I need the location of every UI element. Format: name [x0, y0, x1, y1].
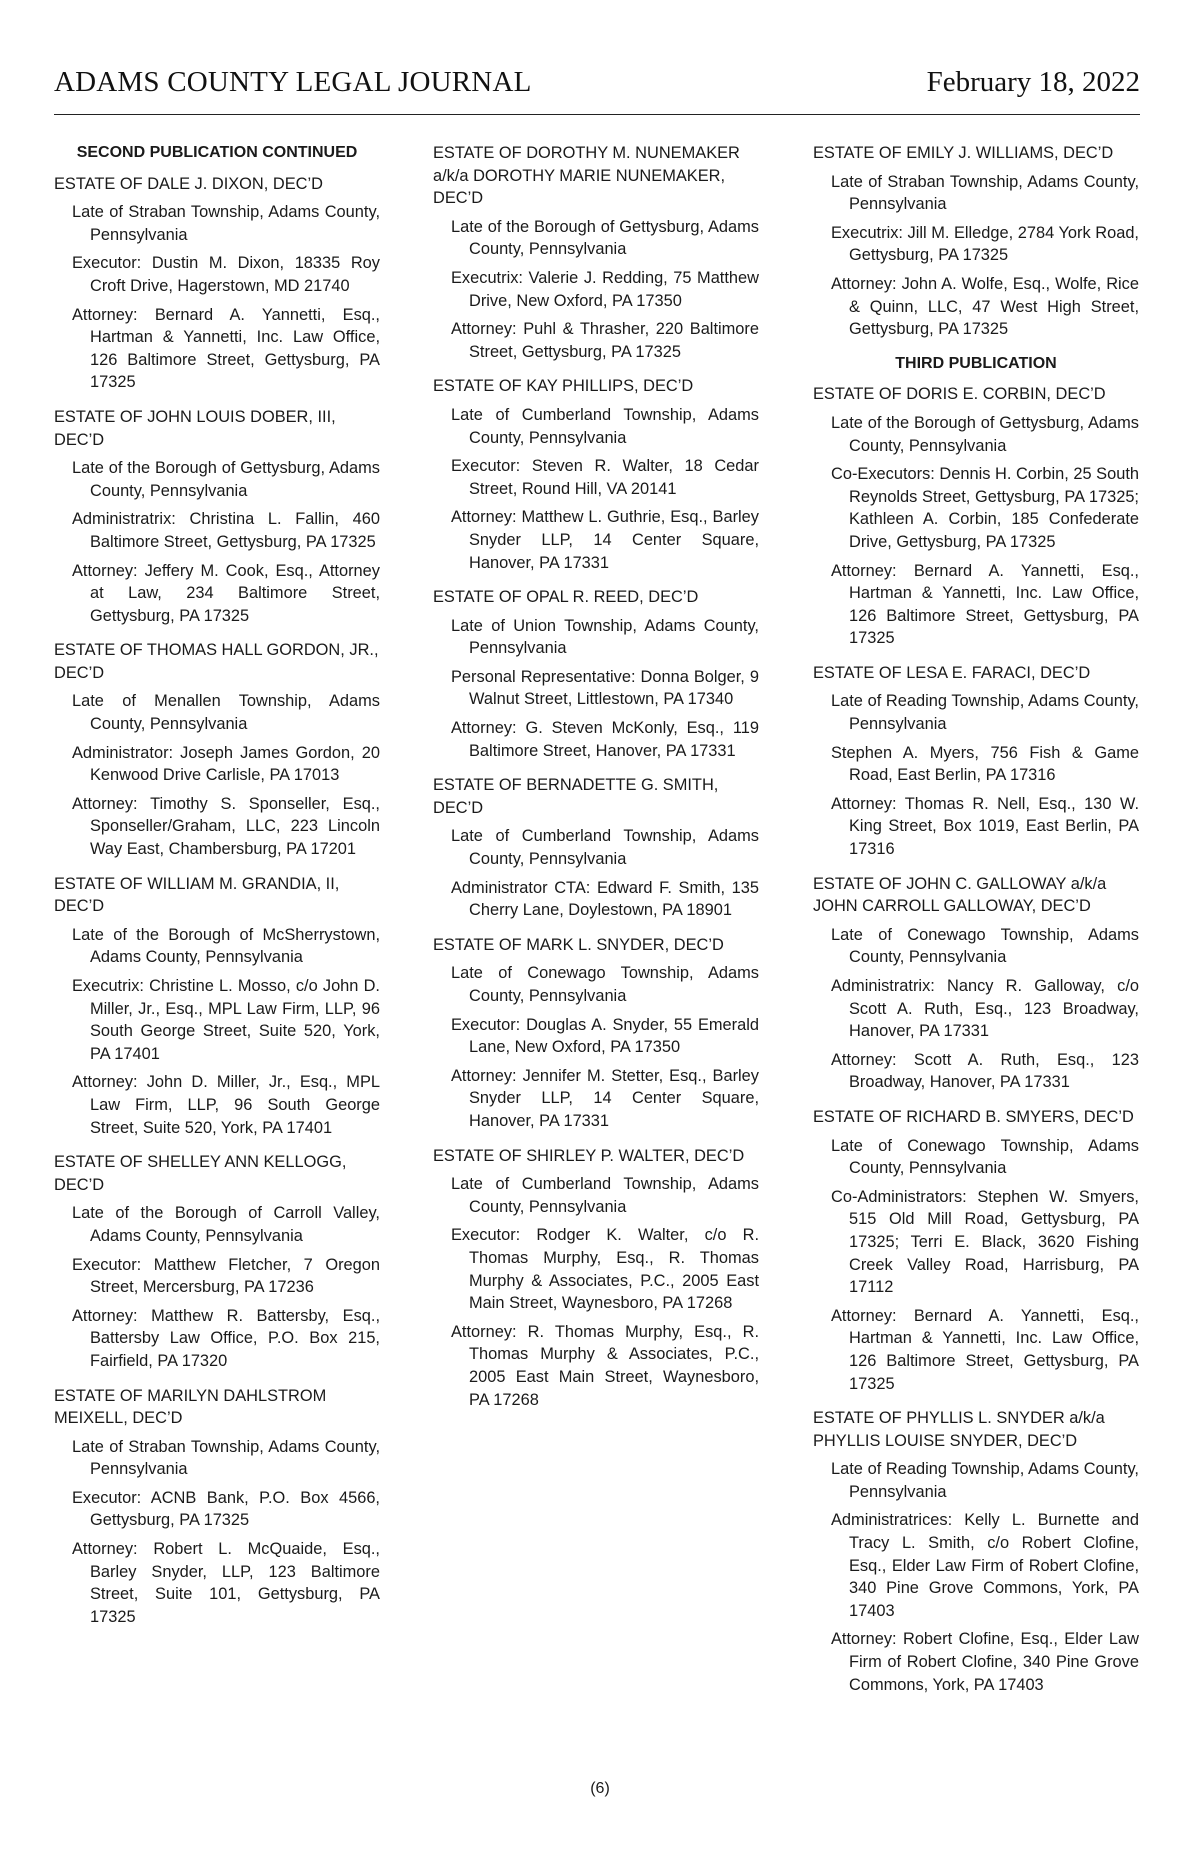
column-1 [54, 142, 380, 1640]
journal-header [54, 62, 1140, 115]
section-heading: THIRD PUBLICATION [895, 354, 1057, 372]
column-2 [433, 142, 759, 1423]
estate-detail-line: Late of Cumberland Township, Adams County, Pennsylvania [451, 405, 759, 447]
estate-notice [813, 1106, 1139, 1395]
journal-title: ADAMS COUNTY LEGAL JOURNAL [54, 66, 532, 98]
estate-name: ESTATE OF JOHN LOUIS DOBER, III, DEC’D [54, 407, 336, 449]
estate-detail-line: Co-Administrators: Stephen W. Smyers, 515 Old Mill Road, Gettysburg, PA 17325; Terri E. Black, 3620 Fishing Creek Valley Road, Harrisburg, PA 17112 [831, 1187, 1139, 1297]
estate-detail-line: Attorney: Bernard A. Yannetti, Esq., Hartman & Yannetti, Inc. Law Office, 126 Baltimore Street, Gettysburg, PA 17325 [831, 1306, 1139, 1393]
estate-detail-line: Late of Conewago Township, Adams County, Pennsylvania [451, 964, 759, 1005]
estate-detail-line: Executor: Douglas A. Snyder, 55 Emerald Lane, New Oxford, PA 17350 [451, 1015, 759, 1057]
estate-detail-line: Late of Straban Township, Adams County, Pennsylvania [831, 172, 1139, 214]
estate-notice [54, 173, 380, 394]
estate-detail-line: Executor: Dustin M. Dixon, 18335 Roy Croft Drive, Hagerstown, MD 21740 [72, 254, 380, 295]
estate-name: ESTATE OF SHIRLEY P. WALTER, DEC’D [433, 1146, 745, 1165]
estate-detail-line: Executor: Rodger K. Walter, c/o R. Thomas Murphy, Esq., R. Thomas Murphy & Associates, P.C., 2005 East Main Street, Waynesboro, PA 17268 [451, 1226, 759, 1313]
estate-detail-line: Late of the Borough of Carroll Valley, Adams County, Pennsylvania [72, 1204, 380, 1245]
estate-notice [54, 873, 380, 1140]
estate-name: ESTATE OF OPAL R. REED, DEC’D [433, 588, 699, 607]
estate-notice [813, 142, 1139, 341]
page-number: (6) [590, 1780, 610, 1797]
estate-notice [54, 406, 380, 627]
estate-detail-line: Attorney: Jeffery M. Cook, Esq., Attorney at Law, 234 Baltimore Street, Gettysburg, PA 17325 [72, 561, 380, 625]
estate-name: ESTATE OF JOHN C. GALLOWAY a/k/a JOHN CARROLL GALLOWAY, DEC’D [813, 874, 1107, 916]
estate-name: ESTATE OF RICHARD B. SMYERS, DEC’D [813, 1107, 1134, 1126]
estate-notice [433, 375, 759, 574]
estate-detail-line: Late of the Borough of Gettysburg, Adams County, Pennsylvania [72, 459, 380, 500]
estate-notice [54, 1151, 380, 1372]
estate-notice [433, 142, 759, 363]
estate-notice [433, 934, 759, 1133]
estate-detail-line: Attorney: Matthew L. Guthrie, Esq., Barley Snyder LLP, 14 Center Square, Hanover, PA 17331 [451, 508, 759, 572]
estate-detail-line: Attorney: Timothy S. Sponseller, Esq., Sponseller/Graham, LLC, 223 Lincoln Way East, Chambersburg, PA 17201 [72, 794, 380, 859]
estate-detail-line: Late of Union Township, Adams County, Pennsylvania [451, 616, 759, 658]
estate-detail-line: Attorney: Jennifer M. Stetter, Esq., Barley Snyder LLP, 14 Center Square, Hanover, PA 17331 [451, 1066, 759, 1130]
estate-name: ESTATE OF DALE J. DIXON, DEC’D [54, 174, 323, 193]
estate-detail-line: Late of Cumberland Township, Adams County, Pennsylvania [451, 1175, 759, 1216]
estate-name: ESTATE OF PHYLLIS L. SNYDER a/k/a PHYLLIS LOUISE SNYDER, DEC’D [813, 1409, 1105, 1450]
estate-detail-line: Late of Cumberland Township, Adams County, Pennsylvania [451, 827, 759, 869]
estate-detail-line: Attorney: John A. Wolfe, Esq., Wolfe, Rice & Quinn, LLC, 47 West High Street, Gettysburg, PA 17325 [831, 274, 1139, 339]
estate-detail-line: Personal Representative: Donna Bolger, 9 Walnut Street, Littlestown, PA 17340 [451, 667, 759, 709]
estate-detail-line: Administrator: Joseph James Gordon, 20 Kenwood Drive Carlisle, PA 17013 [72, 743, 380, 785]
estate-detail-line: Administrator CTA: Edward F. Smith, 135 Cherry Lane, Doylestown, PA 18901 [451, 878, 759, 920]
estate-detail-line: Administratrix: Christina L. Fallin, 460 Baltimore Street, Gettysburg, PA 17325 [72, 510, 380, 551]
estate-name: ESTATE OF EMILY J. WILLIAMS, DEC’D [813, 144, 1114, 162]
estate-detail-line: Attorney: Scott A. Ruth, Esq., 123 Broadway, Hanover, PA 17331 [831, 1050, 1139, 1092]
estate-detail-line: Late of Conewago Township, Adams County, Pennsylvania [831, 1136, 1139, 1178]
estate-detail-line: Late of Reading Township, Adams County, Pennsylvania [831, 692, 1139, 734]
estate-detail-line: Executrix: Valerie J. Redding, 75 Matthew Drive, New Oxford, PA 17350 [451, 268, 759, 310]
estate-detail-line: Co-Executors: Dennis H. Corbin, 25 South Reynolds Street, Gettysburg, PA 17325; Kathleen A. Corbin, 185 Confederate Drive, Gettysburg, PA 17325 [831, 465, 1139, 551]
estate-detail-line: Late of Conewago Township, Adams County, Pennsylvania [831, 925, 1139, 967]
estate-notice [433, 1145, 759, 1412]
estate-notice [813, 662, 1139, 861]
estate-detail-line: Attorney: Bernard A. Yannetti, Esq., Hartman & Yannetti, Inc. Law Office, 126 Baltimore Street, Gettysburg, PA 17325 [831, 561, 1139, 648]
estate-detail-line: Attorney: Robert Clofine, Esq., Elder Law Firm of Robert Clofine, 340 Pine Grove Commons, York, PA 17403 [831, 1630, 1139, 1694]
estate-detail-line: Attorney: Puhl & Thrasher, 220 Baltimore Street, Gettysburg, PA 17325 [451, 320, 759, 361]
estate-detail-line: Attorney: Thomas R. Nell, Esq., 130 W. King Street, Box 1019, East Berlin, PA 17316 [831, 794, 1139, 859]
estate-name: ESTATE OF WILLIAM M. GRANDIA, II, DEC’D [54, 874, 340, 916]
estate-detail-line: Executor: ACNB Bank, P.O. Box 4566, Gettysburg, PA 17325 [72, 1488, 380, 1530]
issue-date: February 18, 2022 [926, 66, 1140, 98]
estate-name: ESTATE OF DORIS E. CORBIN, DEC’D [813, 385, 1106, 404]
estate-detail-line: Attorney: Matthew R. Battersby, Esq., Battersby Law Office, P.O. Box 215, Fairfield, PA 17320 [72, 1306, 380, 1370]
column-3 [813, 142, 1139, 1708]
estate-notice [813, 1407, 1139, 1696]
estate-detail-line: Executrix: Christine L. Mosso, c/o John D. Miller, Jr., Esq., MPL Law Firm, LLP, 96 South George Street, Suite 520, York, PA 17401 [72, 977, 380, 1063]
estate-detail-line: Attorney: John D. Miller, Jr., Esq., MPL Law Firm, LLP, 96 South George Street, Suite 520, York, PA 17401 [72, 1073, 380, 1137]
estate-detail-line: Late of Reading Township, Adams County, Pennsylvania [831, 1460, 1139, 1501]
estate-name: ESTATE OF KAY PHILLIPS, DEC’D [433, 377, 694, 396]
estate-detail-line: Administratrices: Kelly L. Burnette and Tracy L. Smith, c/o Robert Clofine, Esq., Elder Law Firm of Robert Clofine, 340 Pine Grove Commons, York, PA 17403 [831, 1511, 1139, 1620]
estate-detail-line: Attorney: Robert L. McQuaide, Esq., Barley Snyder, LLP, 123 Baltimore Street, Suite 101, Gettysburg, PA 17325 [72, 1540, 380, 1626]
estate-name: ESTATE OF MARK L. SNYDER, DEC’D [433, 935, 724, 954]
estate-detail-line: Late of Straban Township, Adams County, Pennsylvania [72, 1437, 380, 1479]
estate-notice [813, 383, 1139, 650]
estate-notice [433, 774, 759, 922]
estate-notice [54, 1385, 380, 1629]
estate-detail-line: Attorney: G. Steven McKonly, Esq., 119 Baltimore Street, Hanover, PA 17331 [451, 719, 759, 760]
estate-name: ESTATE OF DOROTHY M. NUNEMAKER a/k/a DOROTHY MARIE NUNEMAKER, DEC’D [433, 144, 740, 208]
estate-detail-line: Late of the Borough of Gettysburg, Adams County, Pennsylvania [451, 217, 759, 259]
estate-detail-line: Late of the Borough of McSherrystown, Adams County, Pennsylvania [72, 925, 380, 967]
estate-detail-line: Administratrix: Nancy R. Galloway, c/o Scott A. Ruth, Esq., 123 Broadway, Hanover, PA 17331 [831, 977, 1139, 1041]
estate-detail-line: Late of Menallen Township, Adams County, Pennsylvania [72, 692, 380, 734]
estate-detail-line: Stephen A. Myers, 756 Fish & Game Road, East Berlin, PA 17316 [831, 743, 1139, 785]
estate-notice [433, 586, 759, 762]
estate-name: ESTATE OF SHELLEY ANN KELLOGG, DEC’D [54, 1153, 347, 1194]
estate-name: ESTATE OF BERNADETTE G. SMITH, DEC’D [433, 776, 719, 817]
estate-detail-line: Executor: Matthew Fletcher, 7 Oregon Street, Mercersburg, PA 17236 [72, 1255, 380, 1297]
estate-detail-line: Executrix: Jill M. Elledge, 2784 York Road, Gettysburg, PA 17325 [831, 223, 1139, 265]
estate-name: ESTATE OF MARILYN DAHLSTROM MEIXELL, DEC’D [54, 1386, 327, 1428]
estate-detail-line: Late of the Borough of Gettysburg, Adams County, Pennsylvania [831, 413, 1139, 455]
estate-detail-line: Late of Straban Township, Adams County, Pennsylvania [72, 203, 380, 244]
estate-detail-line: Executor: Steven R. Walter, 18 Cedar Street, Round Hill, VA 20141 [451, 457, 759, 498]
section-heading: SECOND PUBLICATION CONTINUED [76, 144, 358, 161]
estate-detail-line: Attorney: Bernard A. Yannetti, Esq., Hartman & Yannetti, Inc. Law Office, 126 Baltimore Street, Gettysburg, PA 17325 [72, 305, 380, 392]
estate-name: ESTATE OF LESA E. FARACI, DEC’D [813, 663, 1091, 682]
estate-notice [54, 639, 380, 860]
estate-name: ESTATE OF THOMAS HALL GORDON, JR., DEC’D [54, 641, 379, 682]
estate-detail-line: Attorney: R. Thomas Murphy, Esq., R. Thomas Murphy & Associates, P.C., 2005 East Main Street, Waynesboro, PA 17268 [451, 1322, 759, 1409]
estate-notice [813, 873, 1139, 1094]
